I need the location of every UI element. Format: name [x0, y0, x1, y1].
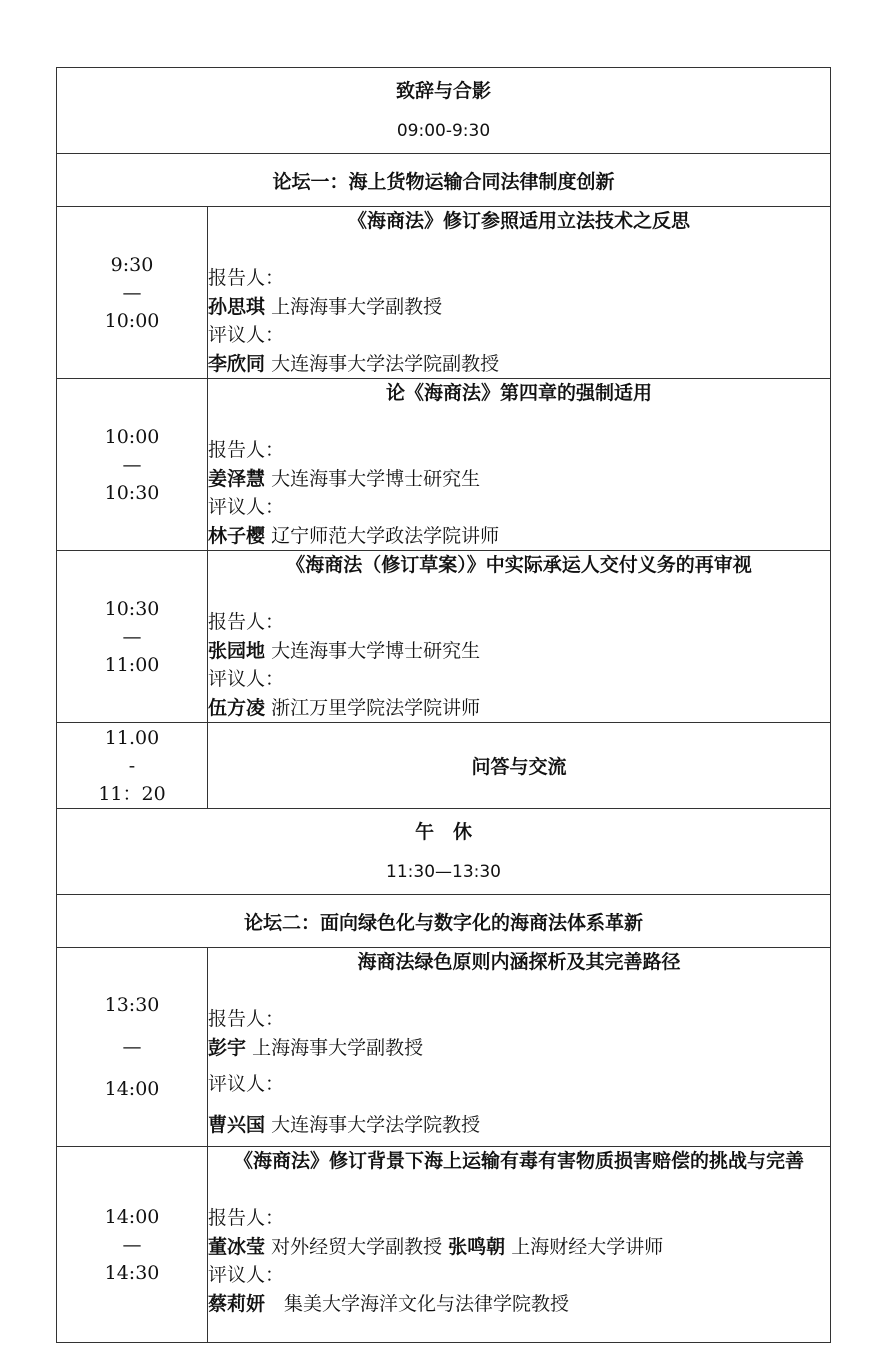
- reviewer-affiliation: 辽宁师范大学政法学院讲师: [271, 524, 500, 547]
- opening-cell: [57, 68, 831, 154]
- reviewer-affiliation: 浙江万里学院法学院讲师: [271, 696, 481, 719]
- opening-time: 09:00-9:30: [396, 120, 491, 141]
- reporter-affiliation: 上海海事大学副教授: [271, 295, 443, 318]
- qa-row: [57, 723, 831, 809]
- time-start: 13:30: [104, 994, 160, 1016]
- qa-time: [57, 723, 208, 809]
- reporter-name: 彭宇: [208, 1036, 247, 1059]
- time-dash: —: [122, 281, 142, 304]
- time-start: 9:30: [110, 253, 154, 276]
- time-dash: —: [122, 1233, 142, 1256]
- reporter-line: [208, 1034, 830, 1063]
- reviewer-label: 评议人：: [208, 1073, 285, 1095]
- time-start: 10:00: [104, 425, 160, 448]
- reviewer-name: 曹兴国: [208, 1113, 266, 1136]
- reviewer-affiliation: 大连海事大学法学院教授: [271, 1113, 481, 1136]
- lunch-time: 11:30—13:30: [386, 861, 501, 882]
- reviewer-line: [208, 522, 830, 551]
- talk-time: [57, 948, 208, 1147]
- reviewer-name: 林子樱: [208, 524, 266, 547]
- time-start: 14:00: [104, 1205, 160, 1228]
- reporter-label: 报告人：: [208, 1008, 285, 1030]
- reviewer-line: [208, 1290, 830, 1319]
- talk-time: [57, 551, 208, 723]
- reporter-name: 张园地: [208, 639, 266, 662]
- talk-row: [57, 551, 831, 723]
- reviewer-line: [208, 1111, 830, 1140]
- reviewer-name: 李欣同: [208, 352, 266, 375]
- reviewer-label: 评议人：: [208, 496, 285, 518]
- reporter-label: 报告人：: [208, 611, 285, 633]
- reporter-affiliation: 大连海事大学博士研究生: [271, 639, 481, 662]
- opening-row: [57, 68, 831, 154]
- reporter-label: 报告人：: [208, 1207, 285, 1229]
- lunch-cell: [57, 809, 831, 895]
- time-end: 11：20: [98, 782, 166, 805]
- reporter2-affiliation: 上海财经大学讲师: [511, 1235, 664, 1258]
- talk-title: 论《海商法》第四章的强制适用: [386, 382, 653, 404]
- time-end: 14:00: [104, 1078, 160, 1100]
- reporter2-name: 张鸣朝: [448, 1235, 506, 1258]
- talk-title: 《海商法》修订背景下海上运输有毒有害物质损害赔偿的挑战与完善: [234, 1150, 805, 1172]
- talk-row: [57, 1147, 831, 1343]
- talk-details: [208, 207, 831, 379]
- lunch-title: 午 休: [415, 820, 473, 843]
- time-dash: -: [128, 754, 136, 777]
- reporter-affiliation: 对外经贸大学副教授: [271, 1235, 443, 1258]
- reporter-line: [208, 637, 830, 666]
- talk-details: [208, 379, 831, 551]
- reviewer-line: [208, 694, 830, 723]
- reporter-label: 报告人：: [208, 267, 285, 289]
- forum2-title: 论坛二：面向绿色化与数字化的海商法体系革新: [57, 895, 831, 948]
- qa-label: 问答与交流: [208, 723, 831, 809]
- time-end: 10:00: [104, 309, 160, 332]
- reviewer-label: 评议人：: [208, 1264, 285, 1286]
- reporter-name: 姜泽慧: [208, 467, 266, 490]
- forum2-title-row: [57, 895, 831, 948]
- time-dash: —: [122, 453, 142, 476]
- time-start: 11.00: [104, 726, 160, 749]
- time-start: 10:30: [104, 597, 160, 620]
- lunch-row: [57, 809, 831, 895]
- opening-title: 致辞与合影: [396, 79, 492, 102]
- reviewer-label: 评议人：: [208, 324, 285, 346]
- talk-time: [57, 379, 208, 551]
- talk-row: [57, 948, 831, 1147]
- time-dash: —: [122, 625, 142, 648]
- reviewer-label: 评议人：: [208, 668, 285, 690]
- reviewer-line: [208, 350, 830, 379]
- reporter-line: [208, 293, 830, 322]
- reviewer-name: 伍方凌: [208, 696, 266, 719]
- talk-details: [208, 948, 831, 1147]
- reporter-affiliation: 上海海事大学副教授: [252, 1036, 424, 1059]
- conference-schedule-table: [56, 67, 831, 1343]
- reporter-affiliation: 大连海事大学博士研究生: [271, 467, 481, 490]
- time-end: 10:30: [104, 481, 160, 504]
- talk-row: [57, 379, 831, 551]
- forum1-title-row: [57, 154, 831, 207]
- reviewer-affiliation: 集美大学海洋文化与法律学院教授: [284, 1292, 570, 1315]
- reporter-name: 孙思琪: [208, 295, 266, 318]
- time-end: 14:30: [104, 1261, 160, 1284]
- forum1-title: 论坛一：海上货物运输合同法律制度创新: [57, 154, 831, 207]
- reporter-name: 董冰莹: [208, 1235, 266, 1258]
- reviewer-name: 蔡莉妍: [208, 1292, 266, 1315]
- time-dash: —: [122, 1036, 142, 1058]
- talk-title: 海商法绿色原则内涵探析及其完善路径: [357, 951, 681, 973]
- talk-details: [208, 1147, 831, 1343]
- reporter-line: [208, 1233, 830, 1262]
- talk-details: [208, 551, 831, 723]
- reporter-line: [208, 465, 830, 494]
- talk-title: 《海商法》修订参照适用立法技术之反思: [348, 210, 691, 232]
- reviewer-affiliation: 大连海事大学法学院副教授: [271, 352, 500, 375]
- time-end: 11:00: [104, 653, 160, 676]
- talk-row: [57, 207, 831, 379]
- talk-time: [57, 207, 208, 379]
- talk-time: [57, 1147, 208, 1343]
- reporter-label: 报告人：: [208, 439, 285, 461]
- talk-title: 《海商法（修订草案）》中实际承运人交付义务的再审视: [286, 554, 752, 576]
